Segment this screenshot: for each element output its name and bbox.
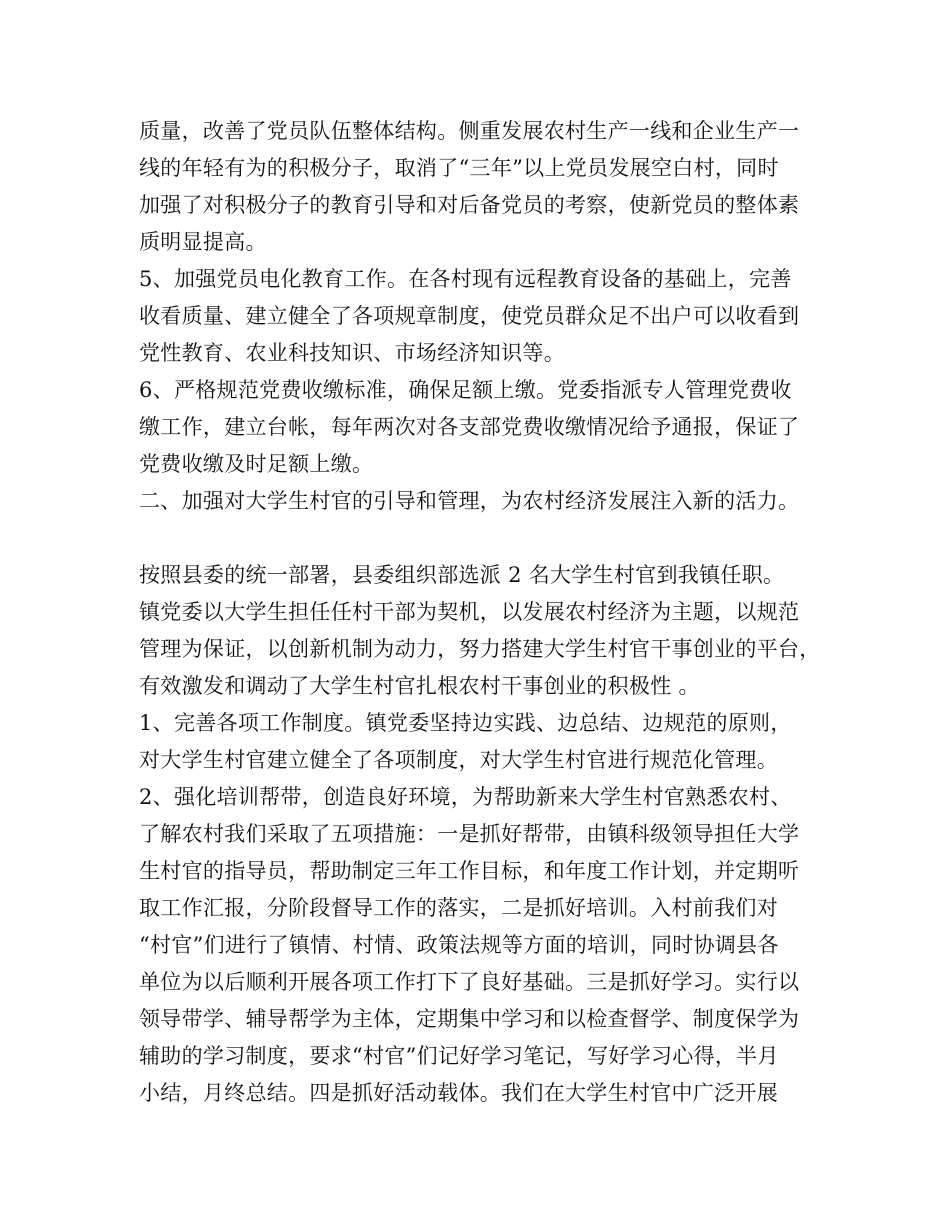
text-line: 生村官的指导员，帮助制定三年工作目标，和年度工作计划，并定期听 bbox=[139, 859, 800, 883]
text-line: 5、加强党员电化教育工作。在各村现有远程教育设备的基础上，完善 bbox=[139, 267, 792, 291]
text-line: 1、完善各项工作制度。镇党委坚持边实践、边总结、边规范的原则， bbox=[139, 711, 792, 735]
text-line: 线的年轻有为的积极分子，取消了“三年”以上党员发展空白村，同时 bbox=[139, 156, 779, 180]
text-line: 领导带学、辅导帮学为主体，定期集中学习和以检查督学、制度保学为 bbox=[139, 1007, 800, 1031]
text-line: 对大学生村官建立健全了各项制度，对大学生村官进行规范化管理。 bbox=[139, 748, 778, 772]
text-line: 质明显提高。 bbox=[139, 230, 267, 254]
text-line: 单位为以后顺利开展各项工作打下了良好基础。三是抓好学习。实行以 bbox=[139, 970, 800, 994]
section-heading: 二、加强对大学生村官的引导和管理，为农村经济发展注入新的活力。 bbox=[139, 489, 800, 513]
text-line: 质量，改善了党员队伍整体结构。侧重发展农村生产一线和企业生产一 bbox=[139, 119, 800, 143]
text-line: 有效激发和调动了大学生村官扎根农村干事创业的积极性 。 bbox=[139, 674, 700, 698]
text-line: 收看质量、建立健全了各项规章制度，使党员群众足不出户可以收看到 bbox=[139, 304, 800, 328]
text-line: 6、严格规范党费收缴标准，确保足额上缴。党委指派专人管理党费收 bbox=[139, 378, 792, 402]
text-line: 加强了对积极分子的教育引导和对后备党员的考察，使新党员的整体素 bbox=[139, 193, 800, 217]
text-line: 管理为保证，以创新机制为动力，努力搭建大学生村官干事创业的平台， bbox=[139, 637, 821, 661]
text-line: 了解农村我们采取了五项措施：一是抓好帮带，由镇科级领导担任大学 bbox=[139, 822, 800, 846]
text-line: 缴工作，建立台帐，每年两次对各支部党费收缴情况给予通报，保证了 bbox=[139, 415, 800, 439]
text-line: 镇党委以大学生担任任村干部为契机，以发展农村经济为主题，以规范 bbox=[139, 600, 800, 624]
text-line: 小结，月终总结。四是抓好活动载体。我们在大学生村官中广泛开展 bbox=[139, 1081, 778, 1105]
text-line: 取工作汇报，分阶段督导工作的落实，二是抓好培训。入村前我们对 bbox=[139, 896, 778, 920]
text-line: 按照县委的统一部署，县委组织部选派 2 名大学生村官到我镇任职。 bbox=[139, 563, 785, 587]
text-line: “村官”们进行了镇情、村情、政策法规等方面的培训，同时协调县各 bbox=[139, 933, 779, 957]
text-line: 党性教育、农业科技知识、市场经济知识等。 bbox=[139, 341, 565, 365]
text-line: 2、强化培训帮带，创造良好环境，为帮助新来大学生村官熟悉农村、 bbox=[139, 785, 792, 809]
text-line: 辅助的学习制度，要求“村官”们记好学习笔记，写好学习心得，半月 bbox=[139, 1044, 779, 1068]
text-line: 党费收缴及时足额上缴。 bbox=[139, 452, 374, 476]
